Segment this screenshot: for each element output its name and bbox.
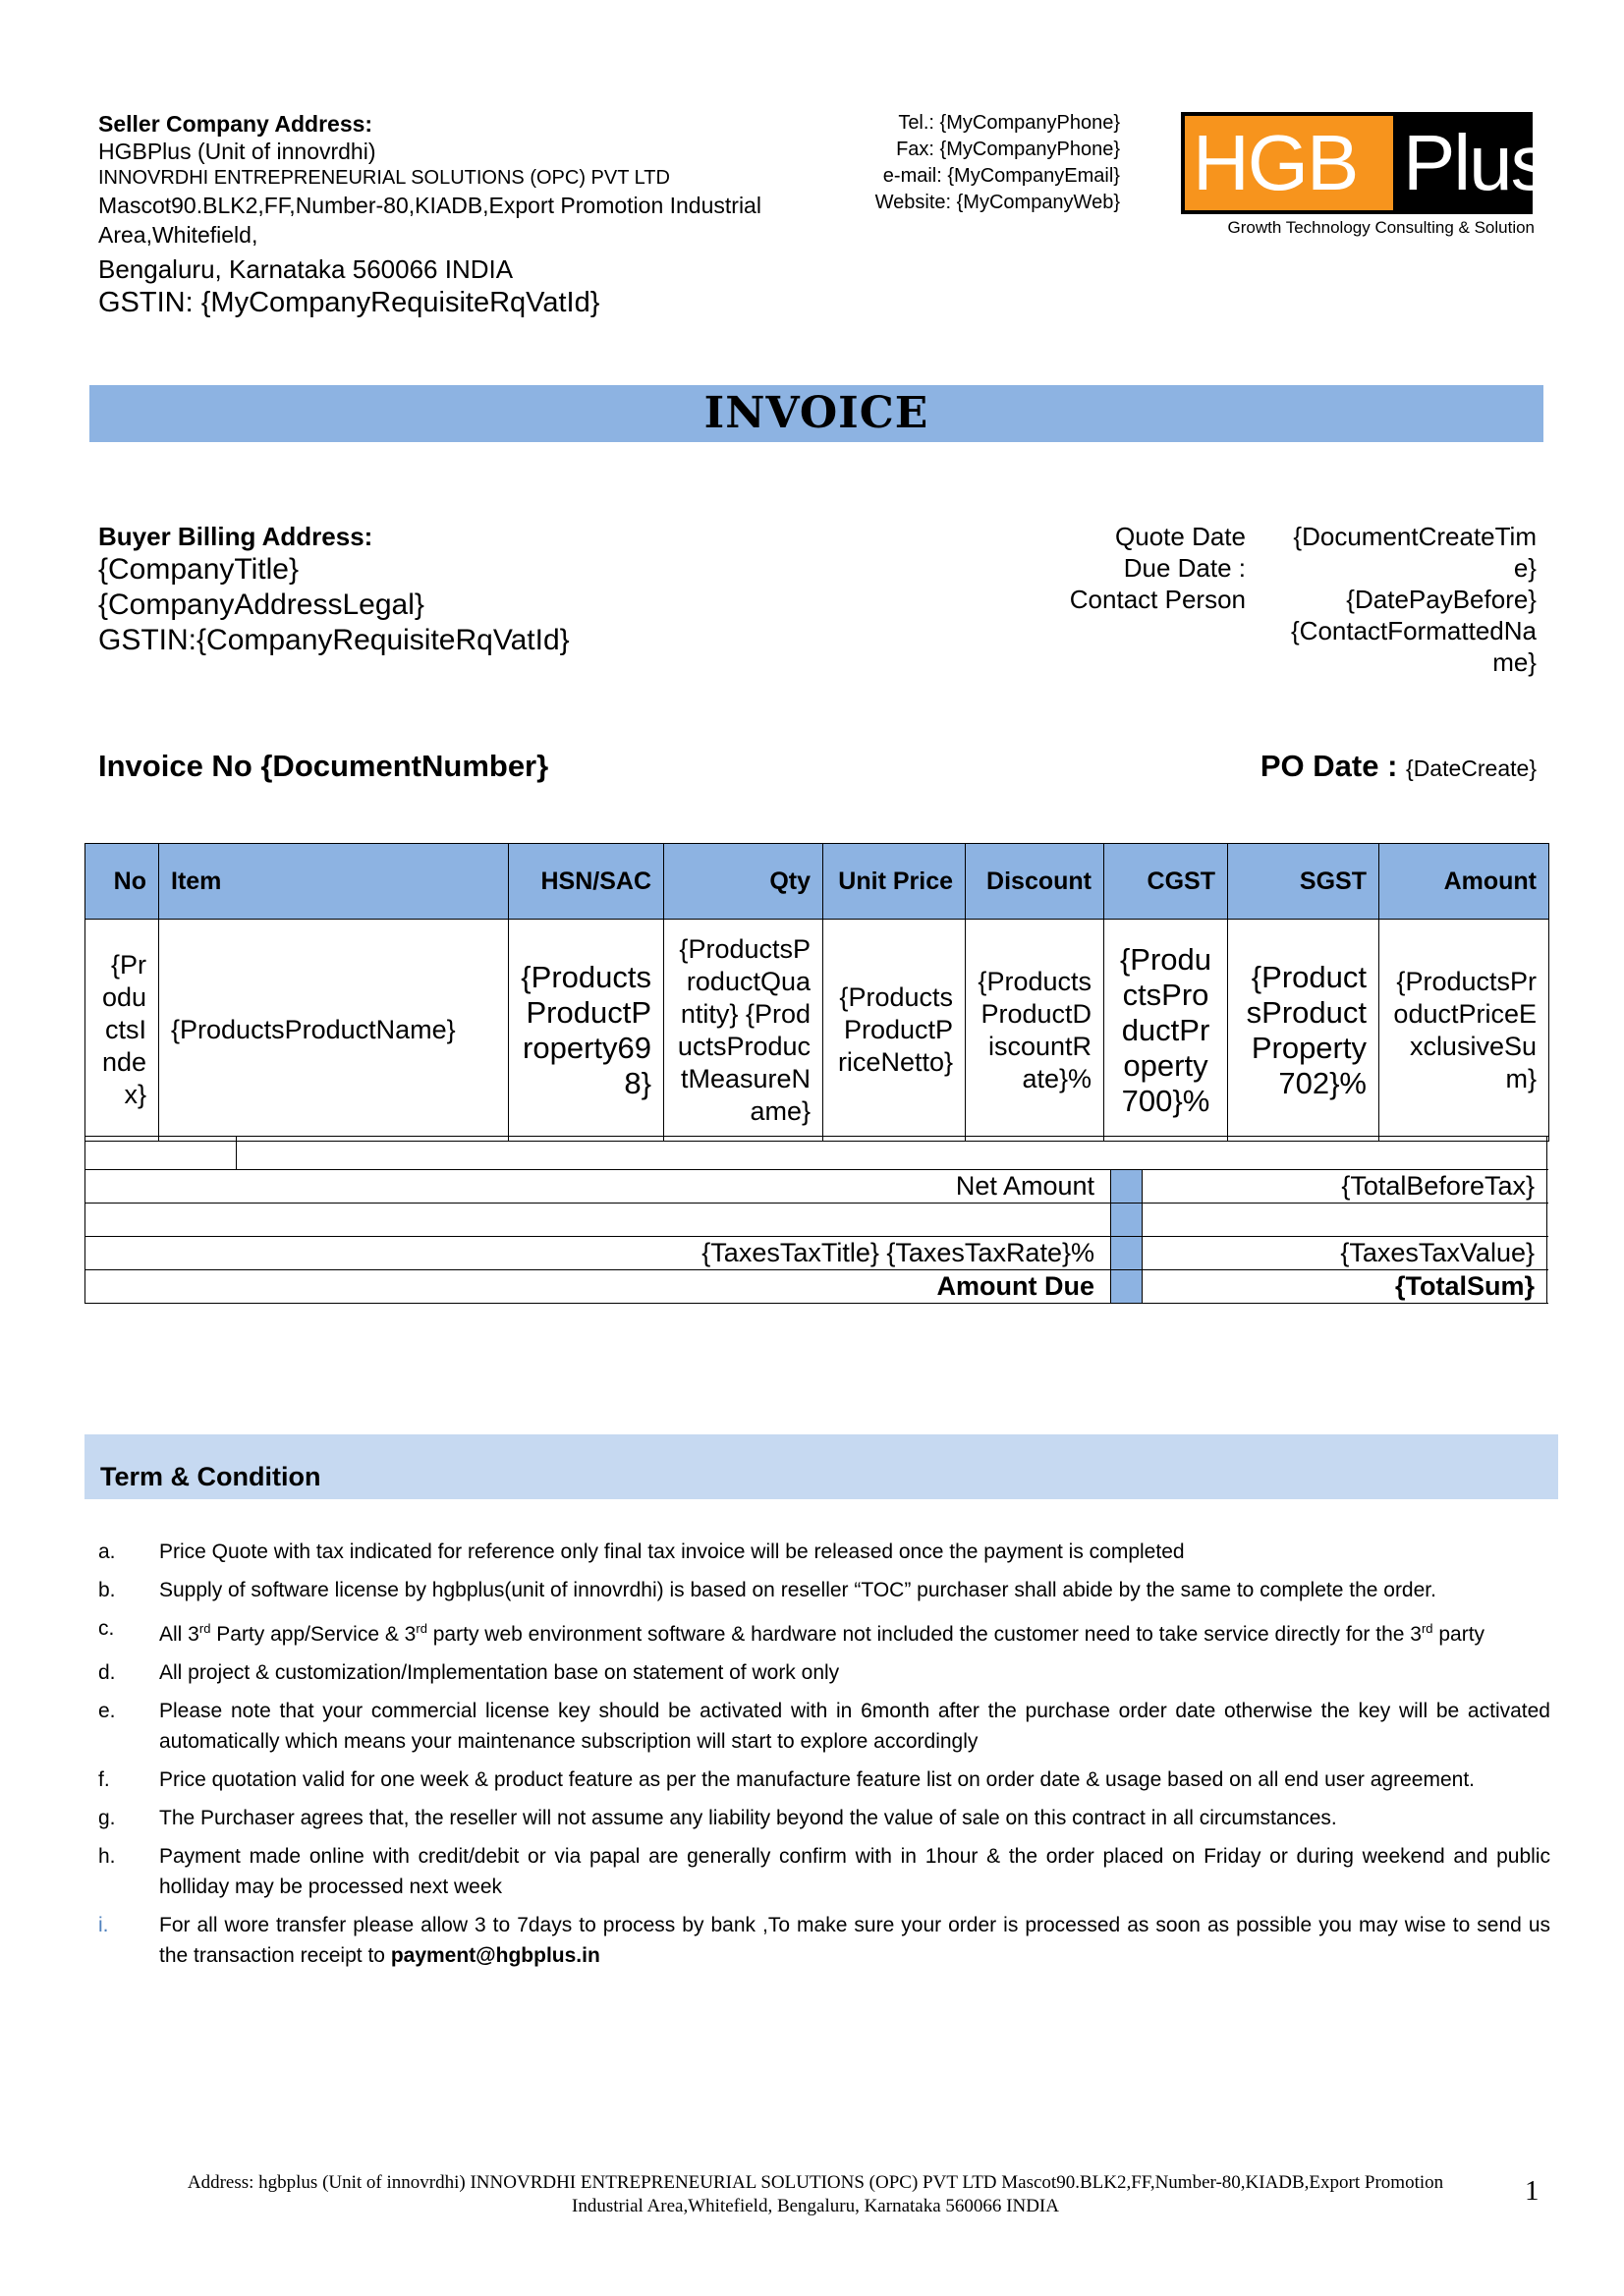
cell-discount: {ProductsProductDiscountRate}% [966,920,1104,1142]
term-marker: g. [98,1807,116,1829]
list-item [98,1537,1550,1567]
date-labels [982,521,1246,615]
invoice-number: Invoice No {DocumentNumber} [98,749,549,783]
term-superscript: rd [416,1621,427,1636]
seller-line4: Bengaluru, Karnataka 560066 INDIA [98,254,514,284]
po-date-label: PO Date : [1260,749,1407,783]
seller-contact [806,110,1120,216]
totals-divider [1142,1169,1143,1303]
list-item [98,1696,1550,1757]
contact-person-value: {ContactFormattedName} [1290,616,1537,677]
col-header-discount: Discount [966,844,1104,920]
term-text [159,1613,1550,1650]
payment-email: payment@hgbplus.in [390,1944,600,1967]
col-header-item: Item [159,844,509,920]
col-header-amount: Amount [1379,844,1549,920]
buyer-company: {CompanyTitle} [98,553,299,586]
totals-rule [84,1303,1548,1304]
footer-line1: Address: hgbplus (Unit of innovrdhi) INNOVRDHI ENTREPRENEURIAL SOLUTIONS (OPC) PVT LTD Mascot90.BLK2,FF,Number-80,KIADB,Export Promotion [187,2172,1444,2193]
contact-fax: Fax: {MyCompanyPhone} [896,139,1120,160]
col-header-no: No [85,844,159,920]
logo-text-hgb: HGB [1193,119,1358,206]
buyer-gstin: GSTIN:{CompanyRequisiteRqVatId} [98,624,570,656]
po-date [1081,749,1537,784]
seller-address [98,110,806,320]
totals-rule [84,1136,1548,1137]
term-text-part: Party app/Service & 3 [210,1623,417,1646]
tax-label: {TaxesTaxTitle} {TaxesTaxRate}% [701,1238,1094,1267]
term-marker: c. [98,1617,115,1640]
term-text-part: For all wore transfer please allow 3 to 7days to process by bank ,To make sure your order is processed as soon as possible you may wise to send us the transaction receipt to [159,1914,1550,1967]
table-header-row [85,844,1549,920]
list-item [98,1575,1550,1605]
terms-list [98,1537,1550,1979]
footer-line2: Industrial Area,Whitefield, Bengaluru, Karnataka 560066 INDIA [572,2196,1059,2216]
term-text: The Purchaser agrees that, the reseller will not assume any liability beyond the value of sale on this contract in all circumstances. [159,1807,1337,1829]
term-text: Payment made online with credit/debit or via papal are generally confirm with in 1hour & the order placed on Friday or during weekend and public holliday may be processed next week [159,1845,1550,1898]
term-marker: b. [98,1579,116,1601]
amount-due-value: {TotalSum} [1394,1271,1535,1301]
logo-tagline: Growth Technology Consulting & Solution [1227,218,1535,237]
term-text-part: All 3 [159,1623,199,1646]
seller-label: Seller Company Address: [98,111,373,137]
list-item [98,1910,1550,1971]
cell-hsn: {ProductsProductProperty698} [509,920,664,1142]
buyer-address [98,521,786,658]
col-header-hsn: HSN/SAC [509,844,664,920]
amount-due-label: Amount Due [936,1271,1094,1301]
totals-rule [84,1203,1548,1204]
table-row [85,920,1549,1142]
due-date-label: Due Date : [1123,553,1246,583]
col-header-qty: Qty [664,844,823,920]
term-text: Price quotation valid for one week & product feature as per the manufacture feature list on order date & usage based on all end user agreement. [159,1768,1475,1791]
contact-person-label: Contact Person [1069,585,1246,614]
totals-divider [1110,1169,1111,1303]
term-text [159,1910,1550,1971]
term-superscript: rd [198,1621,211,1636]
col-header-unit-price: Unit Price [823,844,966,920]
tax-value: {TaxesTaxValue} [1340,1238,1535,1267]
items-table [84,843,1549,1142]
term-text: Please note that your commercial license key should be activated with in 6month after the purchase order date otherwise the key will be activated automatically which means your maintenance subscription will start to explore accordingly [159,1700,1550,1753]
cell-unit-price: {ProductsProductPriceNetto} [823,920,966,1142]
page-number: 1 [1525,2175,1540,2207]
cell-item: {ProductsProductName} [159,920,509,1142]
list-item [98,1841,1550,1902]
term-marker: a. [98,1540,116,1563]
term-text: All project & customization/Implementation base on statement of work only [159,1661,840,1684]
totals-border-right [1546,1136,1547,1303]
logo-text-plus: Plus [1403,119,1548,206]
seller-gstin: GSTIN: {MyCompanyRequisiteRqVatId} [98,287,600,318]
terms-title: Term & Condition [100,1462,321,1491]
seller-line1: HGBPlus (Unit of innovrdhi) [98,139,376,164]
company-logo [1181,112,1548,214]
list-item [98,1803,1550,1833]
col-header-cgst: CGST [1104,844,1228,920]
buyer-address-legal: {CompanyAddressLegal} [98,588,424,621]
term-marker: h. [98,1845,116,1868]
cell-amount: {ProductsProductPriceExclusiveSum} [1379,920,1549,1142]
date-values [1277,521,1537,678]
seller-line2: INNOVRDHI ENTREPRENEURIAL SOLUTIONS (OPC) PVT LTD [98,167,670,189]
term-text: Supply of software license by hgbplus(unit of innovrdhi) is based on reseller “TOC” purchaser shall abide by the same to complete the order. [159,1579,1436,1601]
totals-block [84,1136,1548,1305]
cell-qty: {ProductsProductQuantity} {ProductsProductMeasureName} [664,920,823,1142]
invoice-title-band [89,385,1543,442]
list-item [98,1613,1550,1650]
contact-tel: Tel.: {MyCompanyPhone} [898,112,1120,134]
terms-band [84,1434,1558,1499]
quote-date-value: {DocumentCreateTime} [1293,522,1537,583]
contact-email: e-mail: {MyCompanyEmail} [882,165,1120,187]
list-item [98,1764,1550,1795]
net-amount-label: Net Amount [955,1171,1094,1201]
net-amount-value: {TotalBeforeTax} [1341,1171,1535,1201]
term-marker: i. [98,1914,109,1936]
term-superscript: rd [1421,1621,1433,1636]
list-item [98,1657,1550,1688]
cell-no: {ProductsIndex} [85,920,159,1142]
seller-line3: Mascot90.BLK2,FF,Number-80,KIADB,Export Promotion Industrial Area,Whitefield, [98,193,761,248]
cell-cgst: {ProductsProductProperty700}% [1104,920,1228,1142]
invoice-title: INVOICE [703,388,929,438]
due-date-value: {DatePayBefore} [1346,585,1537,614]
buyer-label: Buyer Billing Address: [98,522,373,551]
po-date-value: {DateCreate} [1406,756,1537,781]
term-text-part: party [1432,1623,1485,1646]
cell-sgst: {ProductsProductProperty702}% [1228,920,1379,1142]
term-text-part: party web environment software & hardware not included the customer need to take service directly for the 3 [426,1623,1422,1646]
totals-divider [236,1136,237,1169]
term-text: Price Quote with tax indicated for reference only final tax invoice will be released once the payment is completed [159,1540,1185,1563]
footer-address [108,2171,1523,2218]
contact-website: Website: {MyCompanyWeb} [874,192,1120,213]
term-marker: f. [98,1768,110,1791]
term-marker: e. [98,1700,116,1722]
term-marker: d. [98,1661,116,1684]
quote-date-label: Quote Date [1115,522,1246,551]
col-header-sgst: SGST [1228,844,1379,920]
